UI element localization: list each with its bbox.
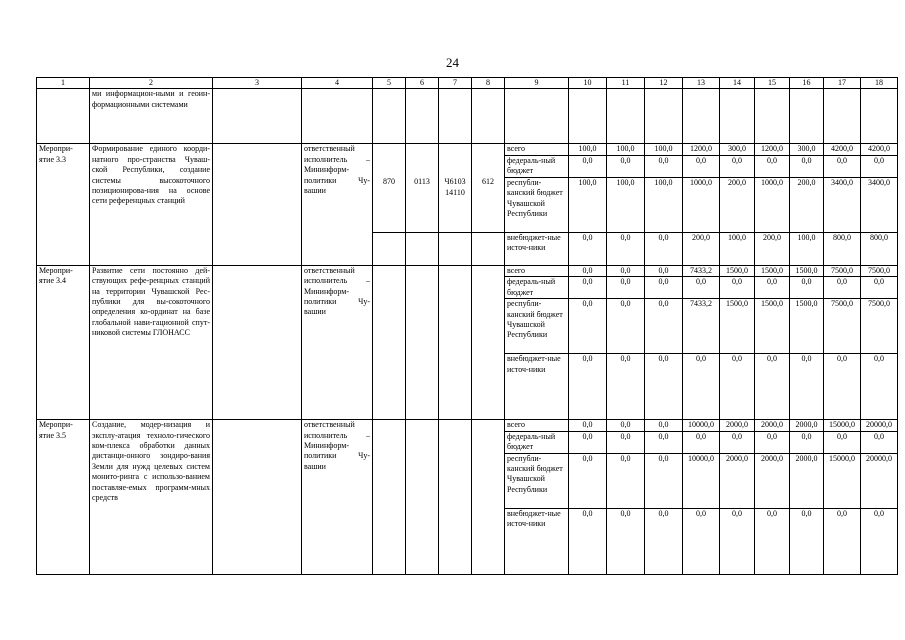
value-cell: 100,0: [720, 232, 755, 265]
value-cell: 0,0: [683, 431, 720, 453]
value-cell: 1500,0: [790, 299, 824, 354]
col-header: 17: [824, 78, 861, 89]
value-cell: 0,0: [683, 508, 720, 574]
value-cell: 100,0: [645, 177, 683, 232]
value-cell: 10000,0: [683, 420, 720, 431]
value-cell: 0,0: [755, 155, 790, 177]
value-cell: 2000,0: [755, 453, 790, 508]
value-cell: 0,0: [755, 431, 790, 453]
value-cell: 0,0: [720, 277, 755, 299]
value-cell: 15000,0: [824, 453, 861, 508]
funding-source: внебюджет-ные источ-ники: [505, 508, 569, 574]
value-cell: 0,0: [569, 232, 607, 265]
executor: ответственный исполнитель – Мининформ-политики Чу-вашии: [302, 144, 373, 265]
page-number: 24: [446, 55, 459, 70]
column-number-row: [37, 78, 898, 89]
value-cell: 1200,0: [755, 144, 790, 155]
value-cell: 100,0: [645, 144, 683, 155]
code-cell: 0113: [406, 177, 439, 232]
value-cell: 0,0: [645, 354, 683, 420]
funding-source: республи-канский бюджет Чувашской Республики: [505, 453, 569, 508]
value-cell: 0,0: [824, 508, 861, 574]
value-cell: 2000,0: [790, 420, 824, 431]
value-cell: 100,0: [790, 232, 824, 265]
code-cell: 612: [472, 177, 505, 232]
value-cell: 100,0: [569, 144, 607, 155]
value-cell: 0,0: [861, 431, 898, 453]
code-cell: 870: [373, 177, 406, 232]
value-cell: 200,0: [683, 232, 720, 265]
measure-name: Меропри-ятие 3.3: [37, 144, 90, 265]
col-header: 12: [645, 78, 683, 89]
value-cell: 0,0: [569, 420, 607, 431]
value-cell: 1500,0: [790, 265, 824, 276]
value-cell: 200,0: [755, 232, 790, 265]
value-cell: 0,0: [607, 265, 645, 276]
col-header: 9: [505, 78, 569, 89]
value-cell: 0,0: [569, 354, 607, 420]
table-row: [37, 420, 898, 431]
funding-source: федераль-ный бюджет: [505, 155, 569, 177]
value-cell: 0,0: [645, 155, 683, 177]
value-cell: 800,0: [824, 232, 861, 265]
value-cell: 0,0: [755, 354, 790, 420]
funding-source: федераль-ный бюджет: [505, 431, 569, 453]
value-cell: 7433,2: [683, 299, 720, 354]
value-cell: 0,0: [824, 155, 861, 177]
col-header: 10: [569, 78, 607, 89]
value-cell: 1500,0: [755, 265, 790, 276]
value-cell: 15000,0: [824, 420, 861, 431]
funding-source: республи-канский бюджет Чувашской Республики: [505, 177, 569, 232]
value-cell: 300,0: [790, 144, 824, 155]
value-cell: 0,0: [607, 453, 645, 508]
value-cell: 0,0: [607, 431, 645, 453]
funding-source: всего: [505, 265, 569, 276]
value-cell: 0,0: [755, 508, 790, 574]
value-cell: 0,0: [607, 277, 645, 299]
value-cell: 20000,0: [861, 453, 898, 508]
value-cell: 7433,2: [683, 265, 720, 276]
value-cell: 200,0: [720, 177, 755, 232]
value-cell: 0,0: [645, 431, 683, 453]
funding-source: внебюджет-ные источ-ники: [505, 232, 569, 265]
value-cell: 10000,0: [683, 453, 720, 508]
value-cell: 0,0: [824, 277, 861, 299]
value-cell: 0,0: [790, 277, 824, 299]
value-cell: 200,0: [790, 177, 824, 232]
value-cell: 0,0: [569, 508, 607, 574]
value-cell: 1000,0: [755, 177, 790, 232]
value-cell: 2000,0: [720, 453, 755, 508]
continuation-text: ми информацион-ными и геоин-формационными системами: [90, 89, 213, 144]
value-cell: 0,0: [824, 431, 861, 453]
measure-description: Создание, модер-низация и эксплу-атация техноло-гического ком-плекса обработки данных дистанци-онного зондиро-вания Земли для нужд целевых систем монито-ринга с использо-ванием поставляе-емых программ-мных средств: [90, 420, 213, 574]
value-cell: 1500,0: [720, 299, 755, 354]
col-header: 18: [861, 78, 898, 89]
measure-name: Меропри-ятие 3.5: [37, 420, 90, 574]
value-cell: 1500,0: [755, 299, 790, 354]
value-cell: 0,0: [607, 299, 645, 354]
value-cell: 0,0: [790, 431, 824, 453]
value-cell: 1000,0: [683, 177, 720, 232]
value-cell: 2000,0: [755, 420, 790, 431]
executor: ответственный исполнитель – Мининформ-политики Чу-вашии: [302, 265, 373, 419]
value-cell: 0,0: [720, 354, 755, 420]
value-cell: 2000,0: [720, 420, 755, 431]
value-cell: 0,0: [683, 354, 720, 420]
value-cell: 1500,0: [720, 265, 755, 276]
value-cell: 0,0: [683, 277, 720, 299]
value-cell: 0,0: [720, 155, 755, 177]
value-cell: 0,0: [569, 453, 607, 508]
value-cell: 0,0: [790, 354, 824, 420]
continuation-row: [37, 89, 898, 144]
value-cell: 3400,0: [824, 177, 861, 232]
value-cell: 0,0: [755, 277, 790, 299]
value-cell: 0,0: [607, 354, 645, 420]
value-cell: 0,0: [645, 277, 683, 299]
value-cell: 0,0: [790, 155, 824, 177]
value-cell: 1200,0: [683, 144, 720, 155]
value-cell: 0,0: [861, 277, 898, 299]
value-cell: 3400,0: [861, 177, 898, 232]
value-cell: 4200,0: [824, 144, 861, 155]
col-header: 1: [37, 78, 90, 89]
col-header: 7: [439, 78, 472, 89]
value-cell: 0,0: [645, 420, 683, 431]
value-cell: 0,0: [790, 508, 824, 574]
funding-source: внебюджет-ные источ-ники: [505, 354, 569, 420]
funding-source: всего: [505, 420, 569, 431]
col-header: 2: [90, 78, 213, 89]
value-cell: 2000,0: [790, 453, 824, 508]
budget-table: [36, 77, 898, 575]
code-cell: Ч6103 14110: [439, 177, 472, 232]
col-header: 4: [302, 78, 373, 89]
col-header: 8: [472, 78, 505, 89]
value-cell: 0,0: [607, 232, 645, 265]
value-cell: 0,0: [607, 155, 645, 177]
value-cell: 7500,0: [861, 299, 898, 354]
value-cell: 20000,0: [861, 420, 898, 431]
value-cell: 0,0: [645, 453, 683, 508]
value-cell: 0,0: [569, 277, 607, 299]
value-cell: 0,0: [861, 354, 898, 420]
value-cell: 0,0: [645, 508, 683, 574]
value-cell: 0,0: [569, 155, 607, 177]
value-cell: 0,0: [720, 508, 755, 574]
value-cell: 7500,0: [861, 265, 898, 276]
col-header: 14: [720, 78, 755, 89]
value-cell: 0,0: [607, 508, 645, 574]
value-cell: 0,0: [569, 299, 607, 354]
value-cell: 0,0: [569, 265, 607, 276]
value-cell: 100,0: [569, 177, 607, 232]
col-header: 6: [406, 78, 439, 89]
col-header: 16: [790, 78, 824, 89]
table-row: [37, 265, 898, 276]
value-cell: 0,0: [607, 420, 645, 431]
funding-source: республи-канский бюджет Чувашской Республики: [505, 299, 569, 354]
value-cell: 7500,0: [824, 299, 861, 354]
value-cell: 0,0: [861, 508, 898, 574]
value-cell: 0,0: [569, 431, 607, 453]
value-cell: 100,0: [607, 177, 645, 232]
value-cell: 800,0: [861, 232, 898, 265]
funding-source: всего: [505, 144, 569, 155]
col-header: 13: [683, 78, 720, 89]
col-header: 5: [373, 78, 406, 89]
funding-source: федераль-ный бюджет: [505, 277, 569, 299]
value-cell: 0,0: [645, 299, 683, 354]
col-header: 11: [607, 78, 645, 89]
value-cell: 0,0: [720, 431, 755, 453]
measure-description: Формирование единого коорди-натного про-странства Чуваш-ской Республики, создание системы высокоточного позиционирова-ния на основе сети референцных станций: [90, 144, 213, 265]
value-cell: 0,0: [645, 232, 683, 265]
col-header: 15: [755, 78, 790, 89]
value-cell: 300,0: [720, 144, 755, 155]
value-cell: 7500,0: [824, 265, 861, 276]
value-cell: 4200,0: [861, 144, 898, 155]
executor: ответственный исполнитель – Мининформ-политики Чу-вашии: [302, 420, 373, 574]
measure-description: Развитие сети постоянно дей-ствующих рефе-ренцных станций на территории Чувашской Рес-публики для вы-сокоточного определения ко-ординат на базе глобальной нави-гационной спут-никовой системы ГЛОНАСС: [90, 265, 213, 419]
value-cell: 0,0: [824, 354, 861, 420]
value-cell: 0,0: [861, 155, 898, 177]
measure-name: Меропри-ятие 3.4: [37, 265, 90, 419]
value-cell: 0,0: [683, 155, 720, 177]
value-cell: 100,0: [607, 144, 645, 155]
table-row: [37, 144, 898, 155]
value-cell: 0,0: [645, 265, 683, 276]
col-header: 3: [213, 78, 302, 89]
